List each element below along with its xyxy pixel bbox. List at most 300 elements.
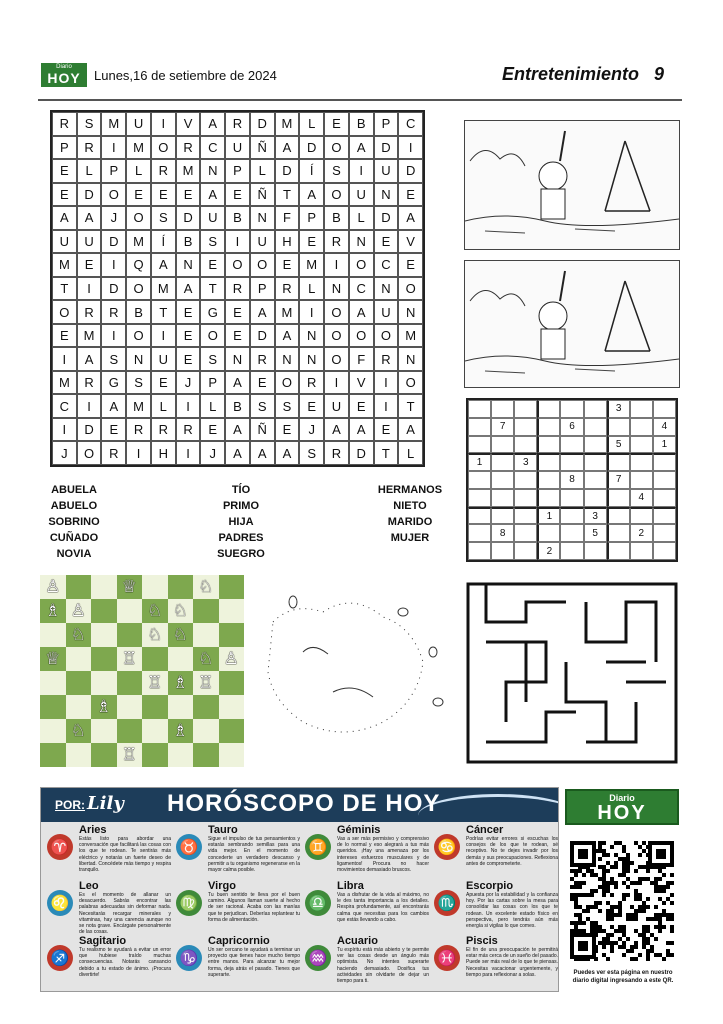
word-search-cell: I <box>176 394 201 418</box>
chess-piece-square: ♘ <box>168 623 194 647</box>
sudoku-cell[interactable] <box>491 471 514 489</box>
qr-module <box>606 853 610 857</box>
sudoku-cell[interactable] <box>607 507 630 525</box>
word-search-cell: N <box>374 183 399 207</box>
word-search-cell: Ñ <box>250 418 275 442</box>
chess-piece-square: ♕ <box>117 575 143 599</box>
word-search-cell: R <box>151 418 176 442</box>
qr-module <box>614 865 618 869</box>
chess-square <box>117 623 143 647</box>
sudoku-cell[interactable] <box>630 400 653 418</box>
sudoku-cell[interactable] <box>537 400 560 418</box>
chess-piece-square: ♘ <box>66 623 92 647</box>
qr-module <box>602 873 606 877</box>
sudoku-cell[interactable] <box>468 436 491 454</box>
sign-text: Tu buen sentido te lleva por el buen camino. Algunos llaman suerte al hecho de ser racional. Acaba con las manías que te perjudican. Deberías replantear tu forma de alimentación. <box>208 892 300 923</box>
word-search-cell: R <box>126 418 151 442</box>
sudoku-cell[interactable] <box>491 542 514 560</box>
qr-module <box>666 949 670 953</box>
qr-module <box>666 953 670 957</box>
word-search-cell: I <box>101 253 126 277</box>
word-search-cell: G <box>101 371 126 395</box>
qr-module <box>570 897 574 901</box>
qr-module <box>618 873 622 877</box>
word-search-cell: D <box>176 206 201 230</box>
indian-child-tepee-illustration <box>465 121 679 249</box>
sudoku-cell[interactable] <box>584 453 607 471</box>
qr-module <box>650 949 654 953</box>
qr-module <box>582 881 586 885</box>
qr-module <box>574 905 578 909</box>
word-search-cell: S <box>151 206 176 230</box>
qr-module <box>666 897 670 901</box>
word-search-cell: A <box>176 277 201 301</box>
sudoku-cell[interactable] <box>584 436 607 454</box>
chess-square <box>142 743 168 767</box>
chess-square <box>219 623 245 647</box>
sudoku-cell[interactable] <box>491 453 514 471</box>
qr-module <box>590 925 594 929</box>
sudoku-cell[interactable] <box>514 542 537 560</box>
word-search-cell: T <box>398 394 423 418</box>
qr-module <box>582 873 586 877</box>
sudoku-cell[interactable] <box>560 436 583 454</box>
logo-big-text: HOY <box>47 70 81 86</box>
word-search-cell: Í <box>299 159 324 183</box>
qr-module <box>634 929 638 933</box>
word-search-cell: I <box>77 277 102 301</box>
word-search-cell: B <box>176 230 201 254</box>
word-search-cell: N <box>225 347 250 371</box>
qr-module <box>658 913 662 917</box>
sudoku-cell[interactable]: 2 <box>630 524 653 542</box>
sudoku-cell[interactable] <box>491 436 514 454</box>
qr-module <box>618 909 622 913</box>
sudoku-cell[interactable]: 2 <box>537 542 560 560</box>
qr-module <box>670 929 674 933</box>
word-search-cell: E <box>349 394 374 418</box>
qr-module <box>574 897 578 901</box>
sudoku-cell[interactable] <box>653 400 676 418</box>
qr-module <box>662 885 666 889</box>
sudoku-cell[interactable] <box>560 524 583 542</box>
qr-module <box>650 917 654 921</box>
sudoku-cell[interactable] <box>630 436 653 454</box>
word-search-cell: U <box>151 347 176 371</box>
chess-square <box>91 647 117 671</box>
qr-module <box>642 909 646 913</box>
qr-module <box>610 909 614 913</box>
qr-module <box>634 917 638 921</box>
word-search-cell: B <box>324 206 349 230</box>
qr-module <box>646 869 650 873</box>
qr-module <box>610 917 614 921</box>
qr-module <box>606 957 610 961</box>
sudoku-cell[interactable] <box>537 453 560 471</box>
word-search-cell: M <box>275 300 300 324</box>
sudoku-cell[interactable]: 7 <box>491 418 514 436</box>
word-list-col-2 <box>176 482 306 562</box>
sudoku-cell[interactable] <box>491 400 514 418</box>
sudoku-cell[interactable]: 4 <box>653 418 676 436</box>
sudoku-cell[interactable] <box>607 524 630 542</box>
qr-module <box>670 881 674 885</box>
sudoku-cell[interactable] <box>653 524 676 542</box>
word-search-cell: O <box>398 371 423 395</box>
word-search-cell: I <box>77 394 102 418</box>
word-search-cell: R <box>225 112 250 136</box>
sudoku-cell[interactable] <box>653 507 676 525</box>
sudoku-cell[interactable] <box>607 489 630 507</box>
sudoku-cell[interactable] <box>653 542 676 560</box>
qr-module <box>602 841 606 845</box>
word-search-cell: E <box>374 230 399 254</box>
sudoku-cell[interactable] <box>491 507 514 525</box>
word-search-cell: E <box>250 371 275 395</box>
chess-piece-square: ♖ <box>142 671 168 695</box>
chess-square <box>91 719 117 743</box>
word-search-cell: S <box>200 230 225 254</box>
qr-module <box>598 865 602 869</box>
qr-module <box>662 913 666 917</box>
sudoku-cell[interactable]: 5 <box>584 524 607 542</box>
word-search-grid <box>50 110 425 467</box>
chess-square <box>40 743 66 767</box>
word-search-cell: N <box>200 159 225 183</box>
sudoku-cell[interactable] <box>607 453 630 471</box>
word-search-cell: P <box>225 159 250 183</box>
qr-module <box>646 897 650 901</box>
qr-module <box>618 901 622 905</box>
chess-square <box>66 695 92 719</box>
qr-module <box>654 905 658 909</box>
sudoku-cell[interactable] <box>630 542 653 560</box>
word-search-cell: O <box>374 324 399 348</box>
qr-module <box>634 913 638 917</box>
word-search-cell: E <box>398 253 423 277</box>
word-search-cell: N <box>250 206 275 230</box>
qr-module <box>658 889 662 893</box>
zodiac-icon: ♋ <box>434 834 460 860</box>
sudoku-cell[interactable] <box>537 436 560 454</box>
sudoku-cell[interactable] <box>468 507 491 525</box>
zodiac-icon: ♓ <box>434 945 460 971</box>
qr-module <box>606 937 610 941</box>
word-search-cell: C <box>398 112 423 136</box>
word-search-cell: E <box>151 183 176 207</box>
word-search-cell: I <box>176 441 201 465</box>
sudoku-cell[interactable] <box>630 418 653 436</box>
word-search-cell: D <box>349 441 374 465</box>
sudoku-cell[interactable] <box>584 542 607 560</box>
qr-module <box>574 873 578 877</box>
qr-module <box>626 937 630 941</box>
sign-name: Libra <box>337 880 364 892</box>
word-search-cell: E <box>176 300 201 324</box>
sudoku-cell[interactable] <box>537 489 560 507</box>
qr-module <box>598 845 602 849</box>
sign-text: Estás listo para abordar una conversación que facilitará las cosas con los que te rodean. Te sentirás más eléctrico y notarás un fuerte deseo de libertad. Concédete más tiempo y respira tranquilo. <box>79 836 171 874</box>
word-search-cell: E <box>176 324 201 348</box>
word-search-cell: R <box>374 347 399 371</box>
sudoku-cell[interactable]: 3 <box>514 453 537 471</box>
word-search-cell: M <box>101 112 126 136</box>
qr-module <box>622 893 626 897</box>
sudoku-cell[interactable] <box>560 489 583 507</box>
word-search-cell: C <box>349 277 374 301</box>
qr-module <box>610 893 614 897</box>
horoscope-sign-4 <box>43 880 172 935</box>
qr-module <box>574 869 578 873</box>
sudoku-cell[interactable] <box>514 418 537 436</box>
word-search-cell: N <box>126 347 151 371</box>
sign-text: Tu espíritu está más abierto y te permite ver las cosas desde un ángulo más optimista. No intentes superarte haciendo demasiado. Dosifica tus actividades sin olvidarte de dejar un tiempo para ti. <box>337 947 429 985</box>
qr-module <box>618 925 622 929</box>
sudoku-cell[interactable] <box>468 400 491 418</box>
chess-square <box>219 575 245 599</box>
qr-module <box>658 953 662 957</box>
word-search-cell: J <box>200 441 225 465</box>
word-search-cell: O <box>324 347 349 371</box>
sudoku-cell[interactable] <box>514 507 537 525</box>
sudoku-cell[interactable] <box>560 400 583 418</box>
qr-module <box>598 929 602 933</box>
word-search-cell: R <box>225 277 250 301</box>
word-search-cell: O <box>126 324 151 348</box>
qr-module <box>646 949 650 953</box>
word-search-cell: O <box>225 253 250 277</box>
word-search-cell: U <box>126 112 151 136</box>
word-search-cell: O <box>398 277 423 301</box>
word-search-cell: E <box>101 418 126 442</box>
qr-module <box>606 889 610 893</box>
word-search-cell: T <box>275 183 300 207</box>
sudoku-cell[interactable] <box>514 489 537 507</box>
qr-module <box>574 913 578 917</box>
word-search-cell: R <box>52 112 77 136</box>
qr-module <box>598 849 602 853</box>
qr-module <box>650 945 654 949</box>
qr-module <box>626 869 630 873</box>
sudoku-cell[interactable]: 3 <box>607 400 630 418</box>
word-search-cell: M <box>275 112 300 136</box>
sudoku-cell[interactable] <box>653 489 676 507</box>
qr-module <box>670 925 674 929</box>
sudoku-cell[interactable]: 3 <box>584 507 607 525</box>
word-search-cell: L <box>250 159 275 183</box>
word-search-cell: P <box>52 136 77 160</box>
word-search-cell: D <box>398 159 423 183</box>
qr-module <box>602 865 606 869</box>
chess-square <box>91 671 117 695</box>
word-search-cell: E <box>200 418 225 442</box>
word-search-cell: R <box>324 441 349 465</box>
word-search-cell: U <box>200 206 225 230</box>
sudoku-cell[interactable] <box>468 542 491 560</box>
sudoku-cell[interactable] <box>607 418 630 436</box>
qr-module <box>594 925 598 929</box>
sudoku-cell[interactable] <box>560 542 583 560</box>
chess-square <box>66 575 92 599</box>
word-search-cell: A <box>275 324 300 348</box>
qr-module <box>658 869 662 873</box>
qr-module <box>650 933 654 937</box>
qr-module <box>618 937 622 941</box>
word-search-cell: I <box>324 371 349 395</box>
chess-square <box>117 671 143 695</box>
qr-module <box>598 925 602 929</box>
sudoku-cell[interactable] <box>491 489 514 507</box>
word-search-cell: R <box>101 300 126 324</box>
qr-module <box>594 889 598 893</box>
horoscope-sign-6 <box>301 880 430 935</box>
word-search-cell: E <box>225 324 250 348</box>
sign-name: Acuario <box>337 935 378 947</box>
sudoku-cell[interactable] <box>584 471 607 489</box>
qr-module <box>662 873 666 877</box>
qr-module <box>570 885 574 889</box>
qr-module <box>570 877 574 881</box>
word-search-cell: D <box>101 230 126 254</box>
word-search-cell: O <box>250 253 275 277</box>
word-search-cell: A <box>200 183 225 207</box>
word-list-col-3 <box>345 482 475 546</box>
qr-module <box>590 889 594 893</box>
chess-square <box>117 695 143 719</box>
word-search-cell: I <box>52 418 77 442</box>
sign-name: Géminis <box>337 824 381 836</box>
connect-the-dots-puzzle <box>253 582 458 757</box>
chess-square <box>142 575 168 599</box>
qr-module <box>638 897 642 901</box>
word-search-cell: A <box>349 300 374 324</box>
word-search-cell: S <box>275 394 300 418</box>
sudoku-cell[interactable] <box>514 400 537 418</box>
qr-module <box>618 945 622 949</box>
qr-module <box>602 937 606 941</box>
qr-module <box>666 913 670 917</box>
word-search-cell: T <box>151 300 176 324</box>
sudoku-cell[interactable]: 5 <box>607 436 630 454</box>
sudoku-cell[interactable]: 4 <box>630 489 653 507</box>
word-search-cell: U <box>349 183 374 207</box>
sudoku-cell[interactable] <box>514 524 537 542</box>
qr-module <box>618 913 622 917</box>
word-search-cell: D <box>250 112 275 136</box>
qr-module <box>654 881 658 885</box>
qr-module <box>610 913 614 917</box>
sudoku-cell[interactable] <box>584 489 607 507</box>
sudoku-cell[interactable]: 1 <box>653 436 676 454</box>
qr-module <box>642 865 646 869</box>
sudoku-cell[interactable] <box>630 453 653 471</box>
sudoku-cell[interactable]: 1 <box>537 507 560 525</box>
word-search-cell: M <box>126 394 151 418</box>
chess-piece-square: ♙ <box>66 599 92 623</box>
qr-module <box>630 949 634 953</box>
sudoku-cell[interactable] <box>584 418 607 436</box>
sudoku-cell[interactable] <box>537 524 560 542</box>
sudoku-cell[interactable]: 8 <box>491 524 514 542</box>
sudoku-cell[interactable] <box>537 418 560 436</box>
word-search-cell: O <box>126 277 151 301</box>
qr-module <box>642 849 646 853</box>
zodiac-icon: ♏ <box>434 890 460 916</box>
logo-small-text: Diario <box>609 793 635 803</box>
sudoku-cell[interactable] <box>514 436 537 454</box>
sudoku-cell[interactable]: 6 <box>560 418 583 436</box>
word-search-cell: Ñ <box>250 136 275 160</box>
sudoku-cell[interactable] <box>630 471 653 489</box>
qr-module <box>622 845 626 849</box>
sign-name: Capricornio <box>208 935 270 947</box>
sudoku-cell[interactable]: 8 <box>560 471 583 489</box>
qr-module <box>622 941 626 945</box>
qr-code[interactable] <box>569 841 675 961</box>
sign-name: Escorpio <box>466 880 514 892</box>
sudoku-cell[interactable] <box>584 400 607 418</box>
sudoku-cell[interactable] <box>468 418 491 436</box>
qr-module <box>582 909 586 913</box>
sudoku-cell[interactable] <box>468 489 491 507</box>
sudoku-cell[interactable] <box>560 453 583 471</box>
qr-module <box>618 857 622 861</box>
sudoku-cell[interactable]: 7 <box>607 471 630 489</box>
word-search-cell: I <box>374 394 399 418</box>
qr-module <box>654 917 658 921</box>
qr-module <box>574 921 578 925</box>
word-search-cell: L <box>77 159 102 183</box>
qr-module <box>614 941 618 945</box>
word-search-cell: A <box>349 136 374 160</box>
sudoku-cell[interactable] <box>653 453 676 471</box>
word-item: TÍO <box>231 484 251 496</box>
word-search-cell: P <box>101 159 126 183</box>
word-search-cell: A <box>225 441 250 465</box>
chess-square <box>142 719 168 743</box>
sudoku-cell[interactable] <box>468 524 491 542</box>
sudoku-cell[interactable]: 1 <box>468 453 491 471</box>
word-search-cell: C <box>200 136 225 160</box>
qr-module <box>630 917 634 921</box>
qr-module <box>614 841 618 845</box>
qr-module <box>574 901 578 905</box>
sudoku-cell[interactable] <box>607 542 630 560</box>
qr-module <box>574 925 578 929</box>
sudoku-cell[interactable] <box>560 507 583 525</box>
word-search-cell: U <box>225 136 250 160</box>
sudoku-cell[interactable] <box>537 471 560 489</box>
sudoku-cell[interactable] <box>514 471 537 489</box>
qr-module <box>622 945 626 949</box>
qr-module <box>666 881 670 885</box>
word-search-cell: I <box>126 441 151 465</box>
word-item: NIETO <box>393 500 427 512</box>
chess-piece-square: ♘ <box>142 623 168 647</box>
spot-difference-picture-bottom <box>464 260 680 388</box>
chess-piece-square: ♘ <box>193 575 219 599</box>
sudoku-cell[interactable] <box>653 471 676 489</box>
word-search-cell: I <box>151 112 176 136</box>
qr-module <box>586 917 590 921</box>
qr-module <box>614 881 618 885</box>
qr-module <box>602 849 606 853</box>
sudoku-cell[interactable] <box>630 507 653 525</box>
word-search-cell: M <box>126 230 151 254</box>
sudoku-cell[interactable] <box>468 471 491 489</box>
qr-module <box>638 853 642 857</box>
word-search-cell: A <box>52 206 77 230</box>
